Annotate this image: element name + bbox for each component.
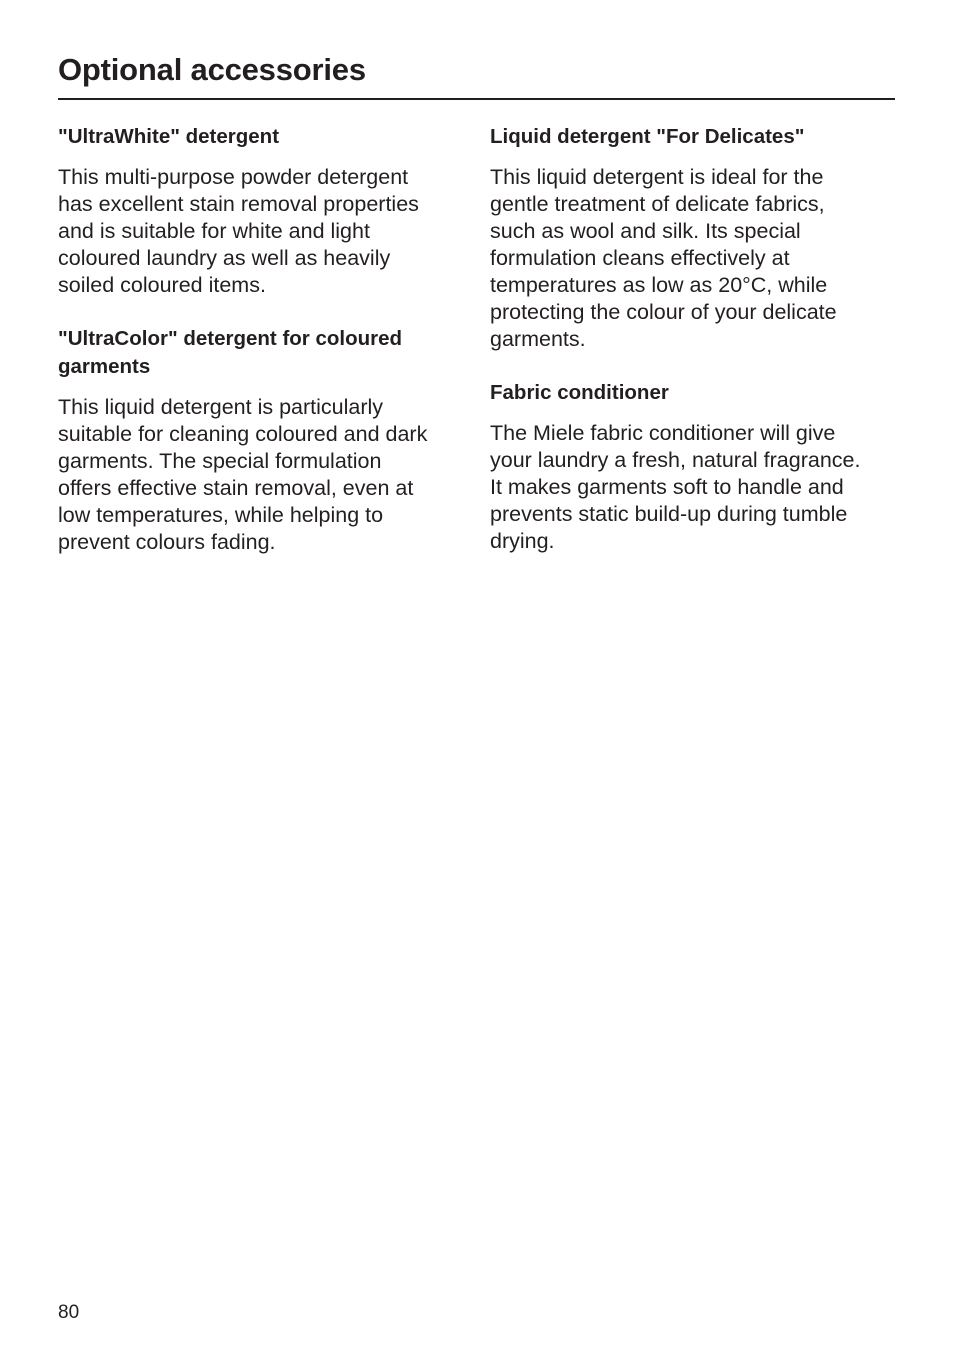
page-number: 80 — [58, 1302, 80, 1323]
body-line: It makes garments soft to handle and — [490, 475, 844, 499]
body-line: has excellent stain removal properties — [58, 192, 419, 216]
section-ultracolor — [58, 325, 468, 556]
body-line: such as wool and silk. Its special — [490, 219, 801, 243]
heading-line: garments — [58, 355, 151, 378]
left-column — [58, 123, 468, 582]
body-line: low temperatures, while helping to — [58, 503, 384, 527]
body-line: and is suitable for white and light — [58, 219, 370, 243]
body-line: prevents static build-up during tumble — [490, 502, 848, 526]
section-body — [58, 164, 468, 299]
body-line: drying. — [490, 529, 555, 553]
page-title: Optional accessories — [58, 52, 366, 87]
section-body — [58, 394, 468, 556]
section-heading: Liquid detergent "For Delicates" — [490, 125, 805, 148]
heading-line: "UltraColor" detergent for coloured — [58, 327, 403, 350]
body-line: This liquid detergent is particularly — [58, 395, 384, 419]
section-heading — [58, 325, 468, 381]
section-ultrawhite — [58, 123, 468, 299]
body-line: offers effective stain removal, even at — [58, 476, 414, 500]
body-line: coloured laundry as well as heavily — [58, 246, 391, 270]
body-line: protecting the colour of your delicate — [490, 300, 837, 324]
body-line: gentle treatment of delicate fabrics, — [490, 192, 825, 216]
right-column — [490, 123, 895, 581]
body-line: This multi-purpose powder detergent — [58, 165, 409, 189]
section-body — [490, 420, 895, 555]
body-line: garments. The special formulation — [58, 449, 382, 473]
body-line: This liquid detergent is ideal for the — [490, 165, 824, 189]
section-body — [490, 164, 895, 353]
body-line: soiled coloured items. — [58, 273, 266, 297]
section-for-delicates — [490, 123, 895, 353]
body-line: formulation cleans effectively at — [490, 246, 790, 270]
body-line: prevent colours fading. — [58, 530, 276, 554]
section-heading: Fabric conditioner — [490, 381, 669, 404]
title-divider — [58, 98, 895, 100]
section-fabric-conditioner — [490, 379, 895, 555]
body-line: garments. — [490, 327, 586, 351]
body-line: suitable for cleaning coloured and dark — [58, 422, 428, 446]
body-line: The Miele fabric conditioner will give — [490, 421, 836, 445]
body-line: temperatures as low as 20°C, while — [490, 273, 828, 297]
section-heading: "UltraWhite" detergent — [58, 125, 280, 148]
body-line: your laundry a fresh, natural fragrance. — [490, 448, 861, 472]
